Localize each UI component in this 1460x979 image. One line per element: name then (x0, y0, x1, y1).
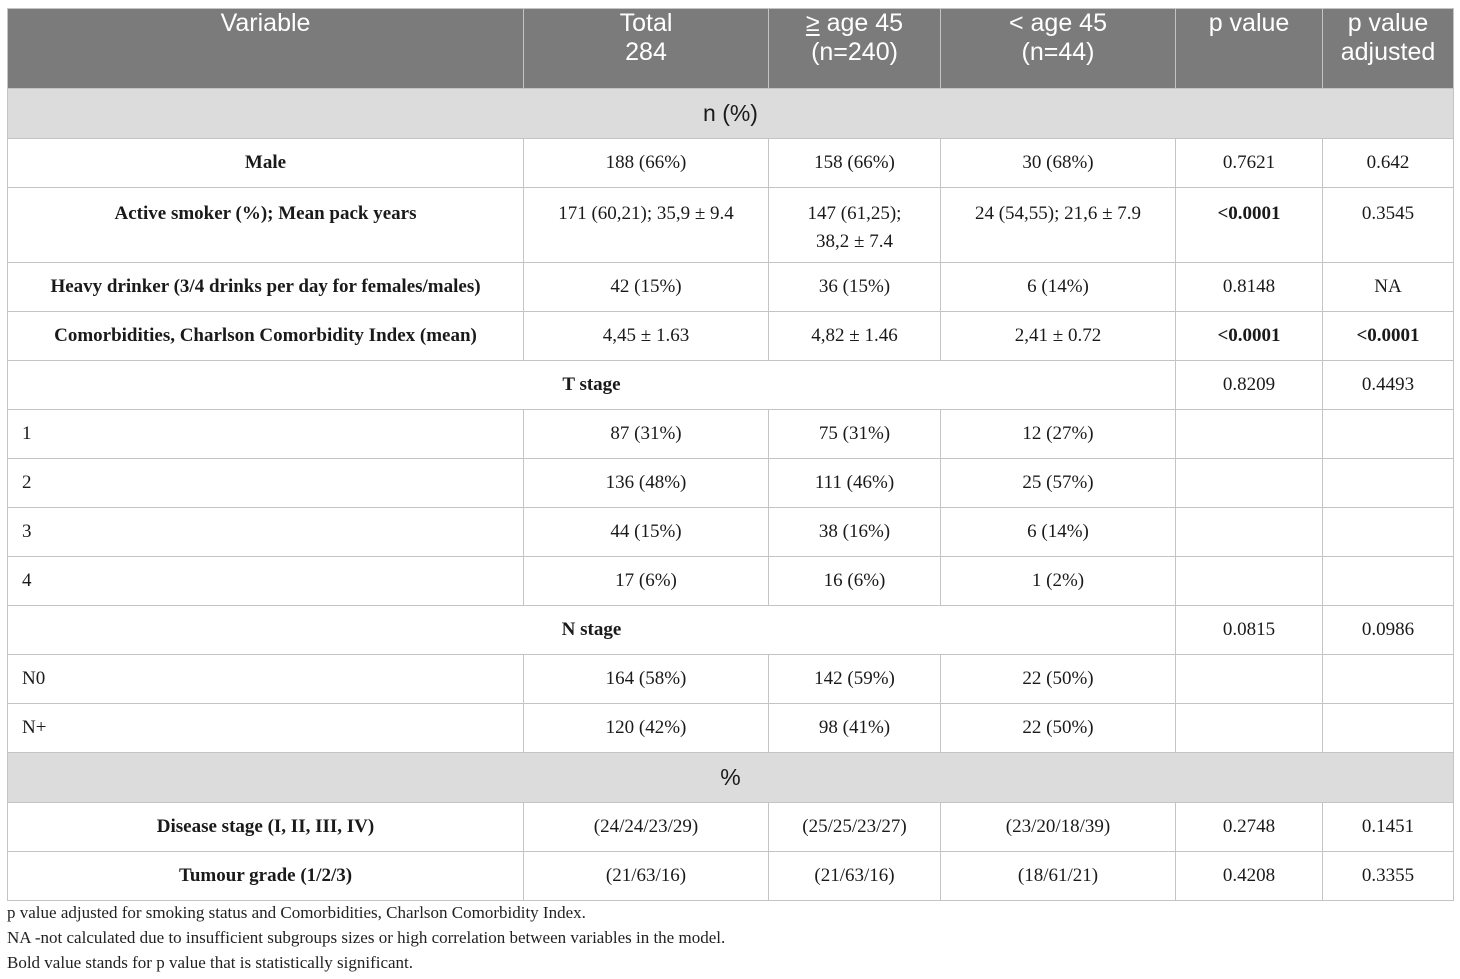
table-row-comorbidities (8, 312, 1454, 361)
cell-under-45: (23/20/18/39) (941, 803, 1176, 852)
cell-age-45-and-over: 111 (46%) (769, 459, 941, 508)
cell-under-45: 12 (27%) (941, 410, 1176, 459)
cell-total: 87 (31%) (524, 410, 769, 459)
footnote-bold: Bold value stands for p value that is statistically significant. (7, 953, 414, 972)
cell-age-45-and-over: (21/63/16) (769, 852, 941, 901)
cell-total: 44 (15%) (524, 508, 769, 557)
cell-p-value-adjusted: 0.3355 (1323, 852, 1454, 901)
cell-p-value (1176, 459, 1323, 508)
footnote-na: NA -not calculated due to insufficient subgroups sizes or high correlation between variables in the model. (7, 928, 726, 947)
cell-age-45-and-over: 16 (6%) (769, 557, 941, 606)
table-row-n-stage (8, 606, 1454, 655)
row-label: 2 (8, 459, 524, 508)
cell-age-45-and-over: 158 (66%) (769, 139, 941, 188)
row-label: Heavy drinker (3/4 drinks per day for females/males) (8, 263, 524, 312)
cell-age-45-and-over (769, 188, 941, 263)
cell-age-45-and-over: 4,82 ± 1.46 (769, 312, 941, 361)
header-total: Total 284 (524, 9, 769, 89)
row-label: Male (8, 139, 524, 188)
cell-under-45: (18/61/21) (941, 852, 1176, 901)
cell-p-value-adjusted (1323, 508, 1454, 557)
table-row-male (8, 139, 1454, 188)
row-label: 3 (8, 508, 524, 557)
cell-p-value (1176, 704, 1323, 753)
table-footnotes (7, 900, 725, 975)
row-label: N+ (8, 704, 524, 753)
cell-total: 136 (48%) (524, 459, 769, 508)
header-p-value-adjusted: p value adjusted (1323, 9, 1454, 89)
row-label: N stage (8, 606, 1176, 655)
cell-p-value: 0.7621 (1176, 139, 1323, 188)
cell-age-45-and-over: 38 (16%) (769, 508, 941, 557)
header-age-45-and-over: ≥ age 45 (n=240) (769, 9, 941, 89)
cell-under-45: 24 (54,55); 21,6 ± 7.9 (941, 188, 1176, 263)
cell-p-value (1176, 508, 1323, 557)
cell-p-value: <0.0001 (1176, 188, 1323, 263)
cell-age-45-and-over: 75 (31%) (769, 410, 941, 459)
cell-under-45: 22 (50%) (941, 704, 1176, 753)
cell-total: 17 (6%) (524, 557, 769, 606)
cell-age-45-and-over: 98 (41%) (769, 704, 941, 753)
section-row-n-percent (8, 89, 1454, 139)
cell-total: 120 (42%) (524, 704, 769, 753)
cell-p-value: 0.2748 (1176, 803, 1323, 852)
cell-line: 38,2 ± 7.4 (816, 231, 893, 252)
table-row-t4 (8, 557, 1454, 606)
cell-total: (24/24/23/29) (524, 803, 769, 852)
table-row-t2 (8, 459, 1454, 508)
cell-total: 4,45 ± 1.63 (524, 312, 769, 361)
cell-under-45: 2,41 ± 0.72 (941, 312, 1176, 361)
cell-under-45: 1 (2%) (941, 557, 1176, 606)
section-row-percent (8, 753, 1454, 803)
table-row-t1 (8, 410, 1454, 459)
cell-p-value-adjusted: 0.3545 (1323, 188, 1454, 263)
cell-p-value-adjusted (1323, 459, 1454, 508)
row-label: 4 (8, 557, 524, 606)
table-row-disease-stage (8, 803, 1454, 852)
cell-p-value-adjusted: 0.0986 (1323, 606, 1454, 655)
section-label: % (8, 753, 1454, 803)
table-row-n0 (8, 655, 1454, 704)
cell-p-value: 0.8148 (1176, 263, 1323, 312)
row-label: Active smoker (%); Mean pack years (8, 188, 524, 263)
section-label: n (%) (8, 89, 1454, 139)
cell-under-45: 6 (14%) (941, 263, 1176, 312)
cell-total: 171 (60,21); 35,9 ± 9.4 (524, 188, 769, 263)
footnote-adjustment: p value adjusted for smoking status and Comorbidities, Charlson Comorbidity Index. (7, 903, 586, 922)
cell-total: 42 (15%) (524, 263, 769, 312)
row-label: 1 (8, 410, 524, 459)
cell-p-value-adjusted: 0.1451 (1323, 803, 1454, 852)
cell-p-value (1176, 655, 1323, 704)
cell-p-value-adjusted (1323, 704, 1454, 753)
table-row-tumour-grade (8, 852, 1454, 901)
cell-p-value-adjusted (1323, 557, 1454, 606)
cell-p-value-adjusted: NA (1323, 263, 1454, 312)
table-row-active-smoker (8, 188, 1454, 263)
cell-p-value: 0.4208 (1176, 852, 1323, 901)
cell-total: (21/63/16) (524, 852, 769, 901)
header-under-age-45: < age 45 (n=44) (941, 9, 1176, 89)
cell-p-value-adjusted: 0.4493 (1323, 361, 1454, 410)
header-p-value: p value (1176, 9, 1323, 89)
table-row-t3 (8, 508, 1454, 557)
cell-p-value-adjusted (1323, 410, 1454, 459)
header-variable: Variable (8, 9, 524, 89)
cell-p-value (1176, 557, 1323, 606)
cell-total: 188 (66%) (524, 139, 769, 188)
row-label: T stage (8, 361, 1176, 410)
cell-p-value: 0.0815 (1176, 606, 1323, 655)
cell-under-45: 30 (68%) (941, 139, 1176, 188)
cell-p-value-adjusted: <0.0001 (1323, 312, 1454, 361)
row-label: Disease stage (I, II, III, IV) (8, 803, 524, 852)
cell-age-45-and-over: (25/25/23/27) (769, 803, 941, 852)
cell-p-value-adjusted (1323, 655, 1454, 704)
row-label: Comorbidities, Charlson Comorbidity Index (mean) (8, 312, 524, 361)
cell-p-value (1176, 410, 1323, 459)
cell-under-45: 22 (50%) (941, 655, 1176, 704)
table-row-t-stage (8, 361, 1454, 410)
characteristics-table (7, 8, 1454, 901)
cell-p-value: 0.8209 (1176, 361, 1323, 410)
cell-under-45: 25 (57%) (941, 459, 1176, 508)
cell-age-45-and-over: 36 (15%) (769, 263, 941, 312)
table-row-n-plus (8, 704, 1454, 753)
header-row (8, 9, 1454, 89)
cell-total: 164 (58%) (524, 655, 769, 704)
cell-line: 147 (61,25); (807, 203, 902, 224)
cell-p-value: <0.0001 (1176, 312, 1323, 361)
row-label: Tumour grade (1/2/3) (8, 852, 524, 901)
table-row-heavy-drinker (8, 263, 1454, 312)
cell-under-45: 6 (14%) (941, 508, 1176, 557)
cell-age-45-and-over: 142 (59%) (769, 655, 941, 704)
row-label: N0 (8, 655, 524, 704)
cell-p-value-adjusted: 0.642 (1323, 139, 1454, 188)
